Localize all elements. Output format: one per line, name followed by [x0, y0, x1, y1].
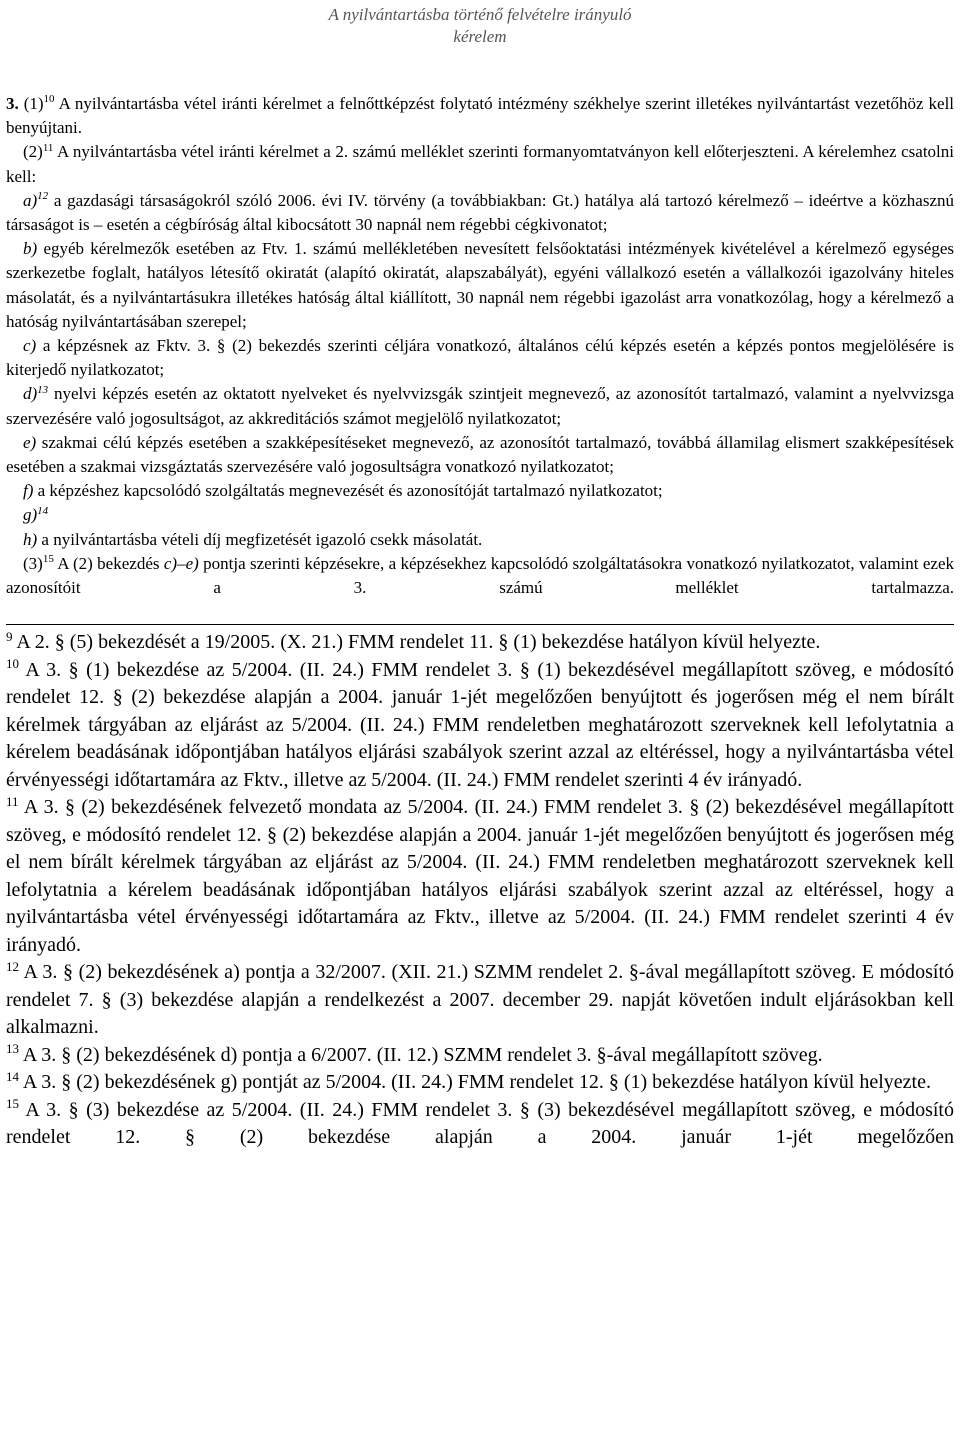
- footnote-text: A 3. § (1) bekezdése az 5/2004. (II. 24.) FMM rendelet 3. § (1) bekezdésével megállapított szöveg, e módosító rendelet 12. § (2) bekezdése alapján a 2004. január 1-jét megelőzően benyújtott és jogerősen még el nem bírált kérelmek tárgyában az eljárást az 5/2004. (II. 24.) FMM rendeletben meghatározott szerveknek kell lefolytatnia a kérelem beadásának időpontjában hatályos eljárási szabályok szerint azzal az eltéréssel, hogy a nyilvántartásba vétel érvényességi időtartamára az Fktv., illetve az 5/2004. (II. 24.) FMM rendelet szerinti 4 év irányadó.: [6, 658, 954, 791]
- footnote-9: [6, 629, 954, 657]
- paragraph-3-text-after: pontja szerinti képzésekre, a képzésekhez kapcsolódó szolgáltatásokra vonatkozó nyilatkozatot, valamint ezek azonosítóit a 3. számú melléklet tartalmazza.: [6, 553, 954, 598]
- footnote-text: A 3. § (2) bekezdésének felvezető mondata az 5/2004. (II. 24.) FMM rendelet 3. § (2) bekezdésével megállapított szöveg, e módosító rendelet 12. § (2) bekezdése alapján a 2004. január 1-jét megelőzően benyújtott és jogerősen még el nem bírált kérelmek tárgyában az eljárást az 5/2004. (II. 24.) FMM rendeletben meghatározott szerveknek kell lefolytatnia a kérelem beadásának időpontjában hatályos eljárási szabályok szerint azzal az eltéréssel, hogy a nyilvántartásba vétel érvényességi időtartamára az Fktv., illetve az 5/2004. (II. 24.) FMM rendelet szerinti 4 év irányadó.: [6, 796, 954, 956]
- item-e-label: e): [23, 432, 37, 452]
- paragraph-3: [6, 552, 954, 600]
- footnote-text: A 3. § (2) bekezdésének g) pontját az 5/2004. (II. 24.) FMM rendelet 12. § (1) bekezdése hatályon kívül helyezte.: [22, 1071, 931, 1094]
- footnote-ref-13[interactable]: 13: [37, 383, 49, 396]
- footnote-ref-14[interactable]: 14: [37, 504, 49, 517]
- item-b-label: b): [23, 239, 38, 259]
- item-h-text: a nyilvántartásba vételi díj megfizetését igazoló csekk másolatát.: [41, 529, 483, 549]
- running-header: [6, 0, 954, 48]
- footnote-15: [6, 1097, 954, 1152]
- footnote-divider: [6, 624, 954, 625]
- item-f-label: f): [23, 481, 34, 501]
- footnote-ref-15[interactable]: 15: [42, 553, 54, 566]
- document-page: [6, 0, 954, 1152]
- section-body: [6, 92, 954, 600]
- footnote-text: A 3. § (2) bekezdésének a) pontja a 32/2007. (XII. 21.) SZMM rendelet 2. §-ával megállapított szöveg. E módosító rendelet 7. § (3) bekezdése alapján a rendelkezést a 2007. december 29. napját követően indult eljárásokban kell alkalmazni.: [6, 961, 954, 1039]
- footnote-number: 12: [6, 958, 19, 974]
- section-number: 3.: [6, 94, 19, 113]
- footnote-ref-11[interactable]: 11: [42, 141, 54, 154]
- paragraph-2: [6, 140, 954, 188]
- item-g-label: g): [23, 505, 38, 525]
- item-d: [6, 382, 954, 430]
- footnote-11: [6, 794, 954, 959]
- item-f: [6, 479, 954, 503]
- footnote-10: [6, 657, 954, 795]
- footnotes: [6, 629, 954, 1152]
- paragraph-3-italic: c)–e): [163, 553, 199, 573]
- footnote-number: 10: [6, 656, 19, 672]
- paragraph-3-text-before: A (2) bekezdés: [57, 553, 160, 573]
- header-line-2: kérelem: [453, 27, 507, 46]
- item-a: [6, 189, 954, 237]
- item-e: [6, 431, 954, 479]
- item-c-text: a képzésnek az Fktv. 3. § (2) bekezdés szerinti céljára vonatkozó, általános célú képzés esetén a képzés pontos megjelölésére is kiterjedő nyilatkozatot;: [6, 336, 954, 380]
- item-e-text: szakmai célú képzés esetében a szakképesítéseket megnevező, az azonosítót tartalmazó, továbbá államilag elismert szakképesítések esetében a szakmai vizsgáztatás szervezésére való jogosultságra vonatkozó nyilatkozatot;: [6, 432, 954, 477]
- item-a-text: a gazdasági társaságokról szóló 2006. évi IV. törvény (a továbbiakban: Gt.) hatálya alá tartozó kérelmező – ideértve a közhasznú társaságot is – esetén a cégbíróság által kibocsátott 30 napnál nem régebbi cégkivonatot;: [6, 190, 954, 235]
- footnote-13: [6, 1042, 954, 1070]
- footnote-ref-12[interactable]: 12: [37, 190, 49, 203]
- item-b: [6, 237, 954, 334]
- paragraph-2-text: A nyilvántartásba vétel iránti kérelmet a 2. számú melléklet szerinti formanyomtatványon kell előterjeszteni. A kérelemhez csatolni kell:: [6, 142, 954, 186]
- footnote-12: [6, 959, 954, 1042]
- footnote-number: 9: [6, 628, 13, 644]
- item-c-label: c): [23, 336, 37, 356]
- footnote-number: 11: [6, 793, 19, 809]
- paragraph-2-prefix: (2): [23, 142, 43, 162]
- item-d-label: d): [23, 384, 38, 404]
- header-line-1: A nyilvántartásba történő felvételre irányuló: [328, 5, 632, 24]
- item-f-text: a képzéshez kapcsolódó szolgáltatás megnevezését és azonosítóját tartalmazó nyilatkozatot;: [37, 481, 663, 501]
- footnote-14: [6, 1069, 954, 1097]
- paragraph-1: [6, 92, 954, 140]
- footnote-text: A 3. § (2) bekezdésének d) pontja a 6/2007. (II. 12.) SZMM rendelet 3. §-ával megállapított szöveg.: [22, 1043, 823, 1066]
- footnote-text: A 3. § (3) bekezdése az 5/2004. (II. 24.) FMM rendelet 3. § (3) bekezdésével megállapított szöveg, e módosító rendelet 12. § (2) bekezdése alapján a 2004. január 1-jét megelőzően: [6, 1098, 954, 1149]
- footnote-ref-10[interactable]: 10: [43, 93, 55, 106]
- footnote-number: 14: [6, 1068, 19, 1084]
- footnote-number: 15: [6, 1096, 19, 1112]
- item-h-label: h): [23, 529, 38, 549]
- item-b-text: egyéb kérelmezők esetében az Ftv. 1. számú mellékletében nevesített felsőoktatási intézmények kivételével a kérelmező egységes szerkezetbe foglalt, hatályos létesítő okiratát (alapító okiratát, alapszabályát), egyéni vállalkozó esetén a vállalkozói igazolvány hiteles másolatát, és a nyilvántartásukra illetékes hatóság által kiállított, 30 napnál nem régebbi igazolást arra vonatkozólag, hogy a kérelmező a hatóság nyilvántartásában szerepel;: [6, 239, 955, 331]
- item-c: [6, 334, 954, 382]
- footnote-number: 13: [6, 1041, 19, 1057]
- item-a-label: a): [23, 190, 38, 210]
- item-d-text: nyelvi képzés esetén az oktatott nyelveket és nyelvvizsgák szintjeit megnevező, az azonosítót tartalmazó, valamint a nyelvvizsga szervezésére való jogosultságot, az akkreditációs számot megjelölő nyilatkozatot;: [6, 384, 954, 428]
- paragraph-3-prefix: (3): [23, 553, 43, 573]
- footnote-text: A 2. § (5) bekezdését a 19/2005. (X. 21.) FMM rendelet 11. § (1) bekezdése hatályon kívül helyezte.: [16, 631, 821, 654]
- paragraph-1-prefix: (1): [23, 94, 44, 113]
- paragraph-1-text: A nyilvántartásba vétel iránti kérelmet a felnőttképzést folytató intézmény székhelye szerint illetékes nyilvántartást vezetőhöz kell benyújtani.: [6, 94, 955, 138]
- item-h: [6, 528, 954, 552]
- item-g: [6, 503, 954, 527]
